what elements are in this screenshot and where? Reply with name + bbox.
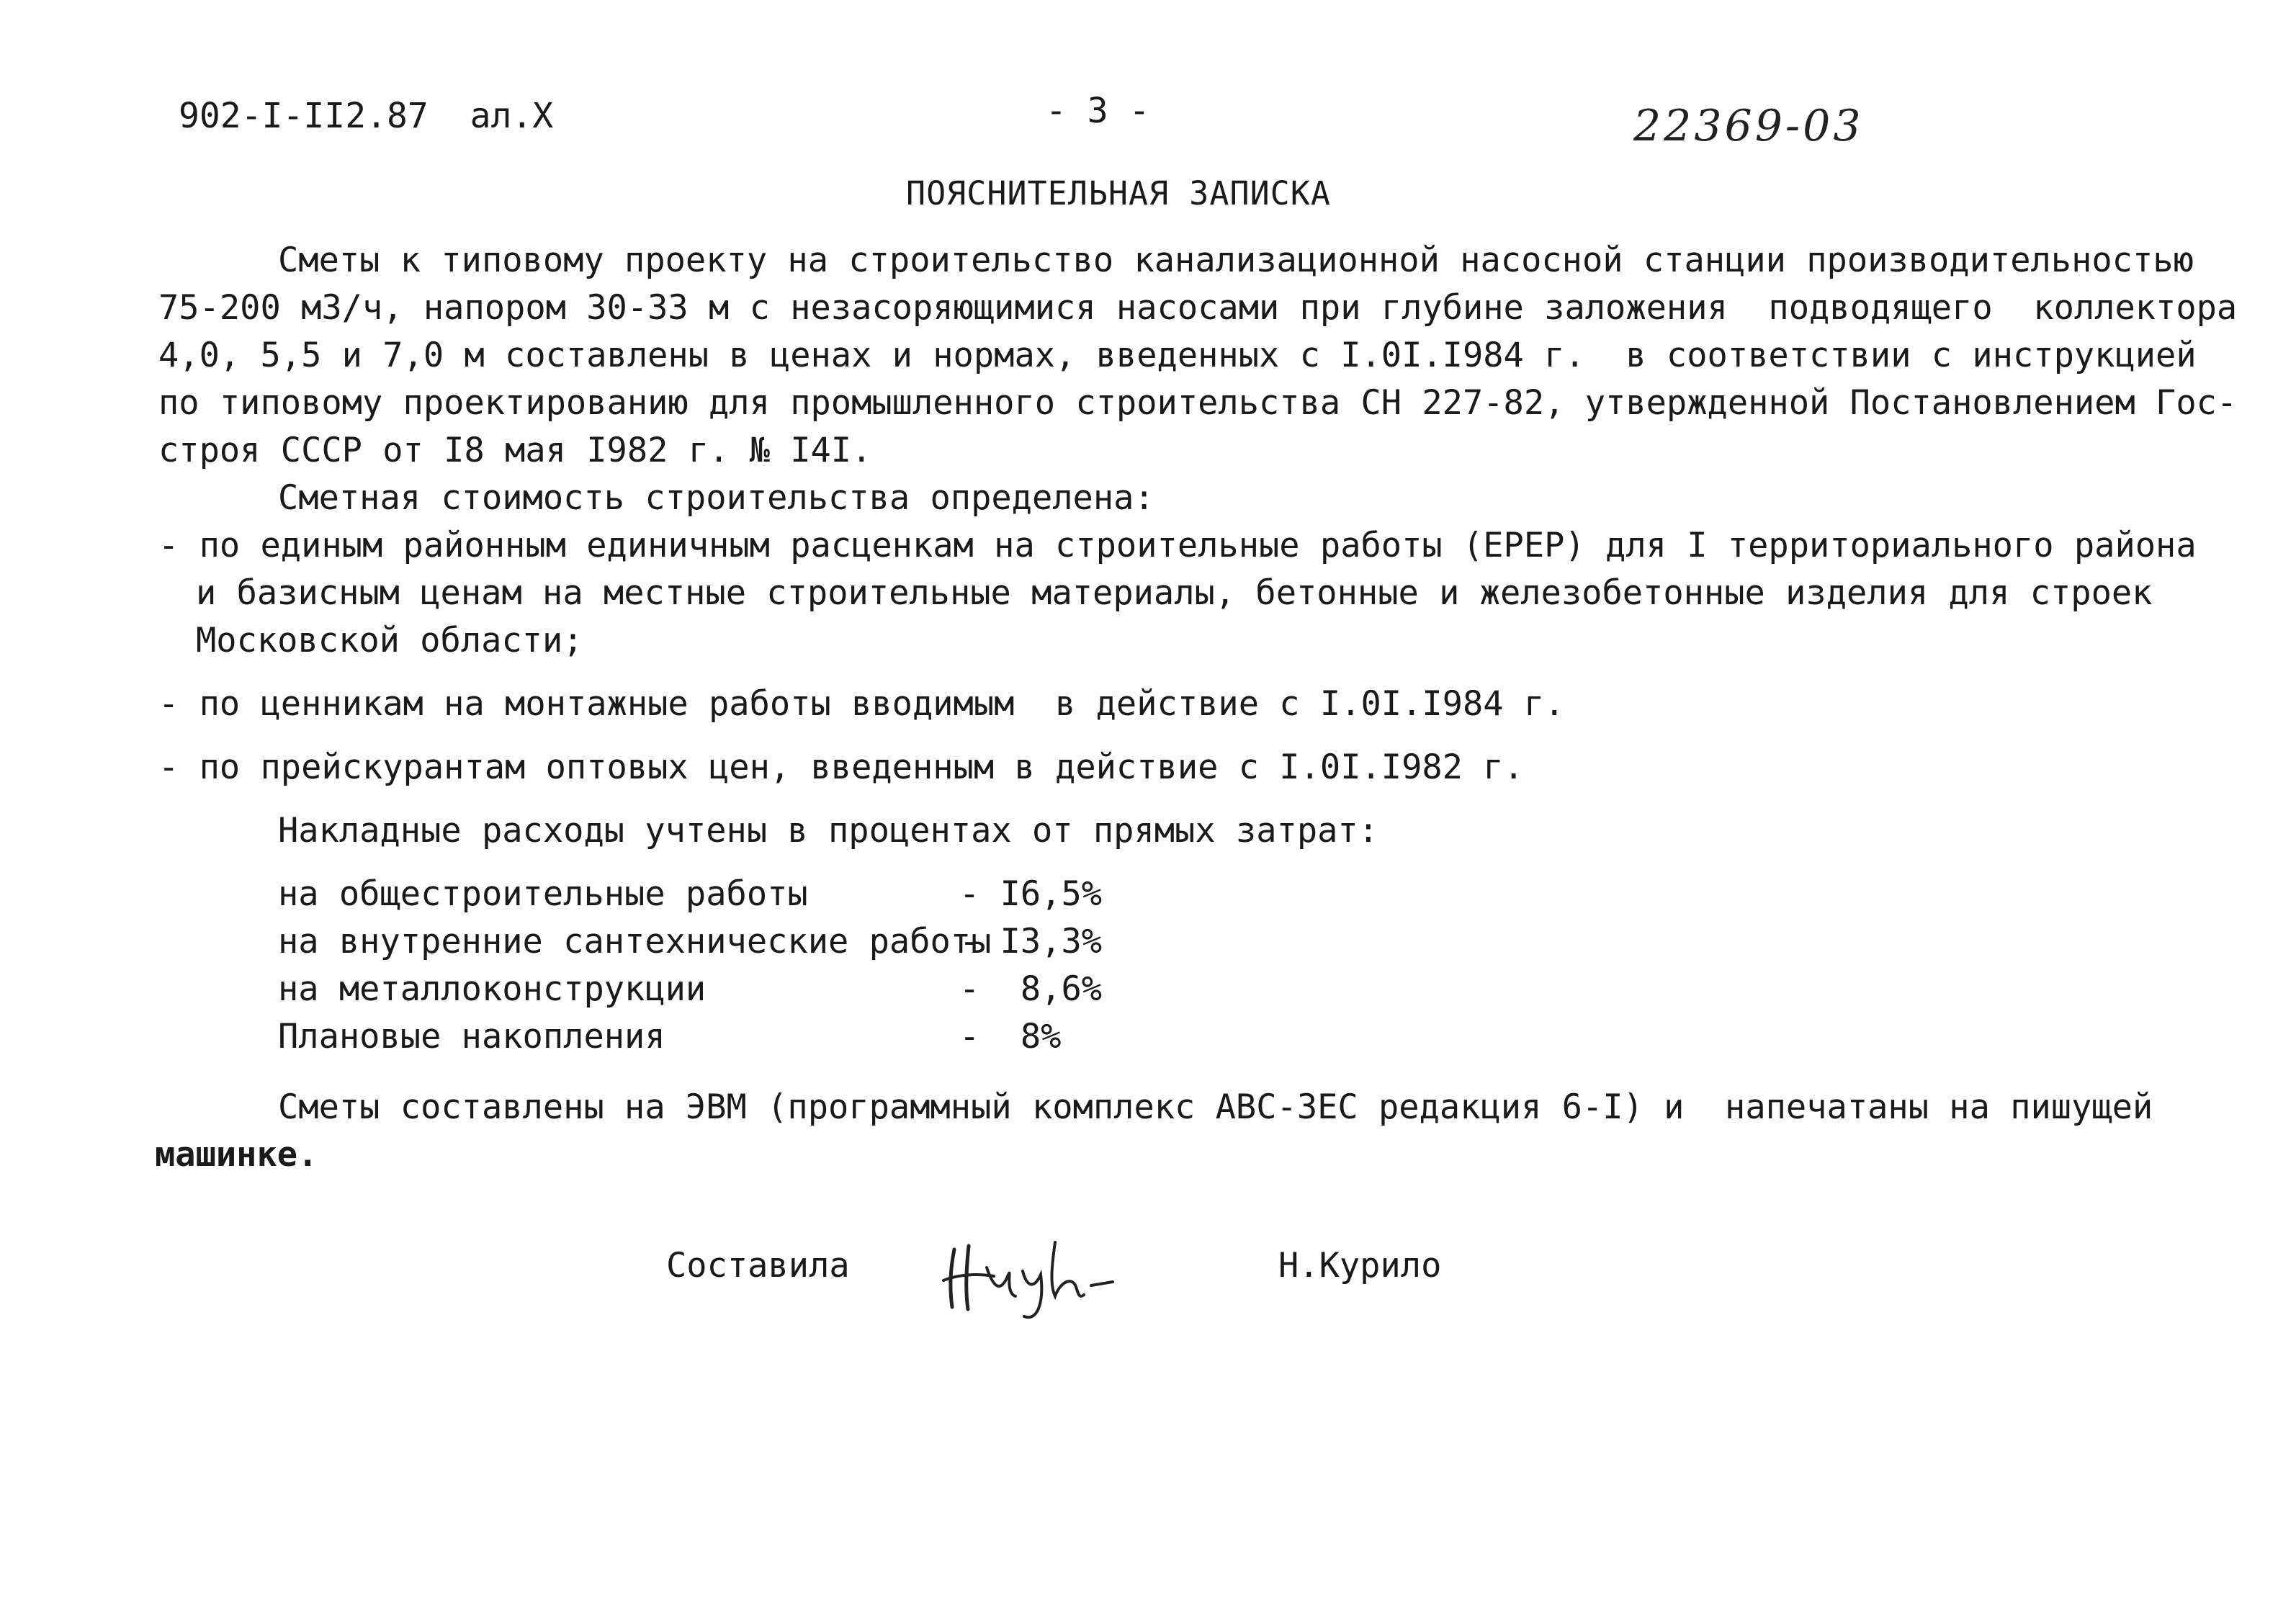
bullet-item-2: - по ценникам на монтажные работы вводимым в действие с I.0I.I984 г.: [158, 684, 1565, 724]
cost-basis-intro: Сметная стоимость строительства определена:: [278, 478, 1154, 518]
intro-line-2: 75-200 м3/ч, напором 30-33 м с незасоряющимися насосами при глубине заложения подводящего коллектора: [158, 288, 2238, 328]
bullet-item-3: - по прейскурантам оптовых цен, введенным в действие с I.0I.I982 г.: [158, 748, 1524, 787]
closing-line-1: Сметы составлены на ЭВМ (программный комплекс АВС-ЗЕС редакция 6-I) и напечатаны на пишущей: [278, 1087, 2153, 1127]
rate-label-metal: на металлоконструкции: [278, 969, 707, 1009]
page-title: ПОЯСНИТЕЛЬНАЯ ЗАПИСКА: [906, 174, 1331, 212]
document-code: 902-I-II2.87 ал.X: [179, 96, 554, 136]
compiler-name: Н.Курило: [1278, 1246, 1442, 1285]
intro-line-5: строя СССР от I8 мая I982 г. № I4I.: [158, 431, 872, 470]
rate-label-plumbing: на внутренние сантехнические работы: [278, 922, 992, 961]
handwritten-signature: [936, 1224, 1145, 1325]
page-number: - 3 -: [1046, 91, 1150, 131]
handwritten-document-number: 22369-03: [1633, 101, 1864, 151]
bullet-item-1-line-1: - по единым районным единичным расценкам на строительные работы (ЕРЕР) для I территориального района: [158, 526, 2197, 565]
overhead-intro: Накладные расходы учтены в процентах от прямых затрат:: [278, 811, 1379, 850]
rate-value-plumbing: - I3,3%: [959, 922, 1103, 961]
rate-label-general: на общестроительные работы: [278, 874, 808, 914]
compiled-by-label: Составила: [666, 1246, 850, 1285]
rate-label-planned: Плановые накопления: [278, 1017, 665, 1056]
intro-line-4: по типовому проектированию для промышленного строительства СН 227-82, утвержденной Постановлением Гос-: [158, 383, 2238, 423]
intro-line-1: Сметы к типовому проекту на строительство канализационной насосной станции производительностью: [278, 241, 2194, 280]
intro-line-3: 4,0, 5,5 и 7,0 м составлены в ценах и нормах, введенных с I.0I.I984 г. в соответствии с инструкцией: [158, 336, 2197, 375]
rate-value-general: - I6,5%: [959, 874, 1103, 914]
closing-line-2: машинке.: [155, 1135, 318, 1175]
bullet-item-1-line-3: Московской области;: [196, 621, 583, 660]
rate-value-metal: - 8,6%: [959, 969, 1103, 1009]
bullet-item-1-line-2: и базисным ценам на местные строительные материалы, бетонные и железобетонные изделия для строек: [196, 573, 2153, 613]
rate-value-planned: - 8%: [959, 1017, 1062, 1056]
